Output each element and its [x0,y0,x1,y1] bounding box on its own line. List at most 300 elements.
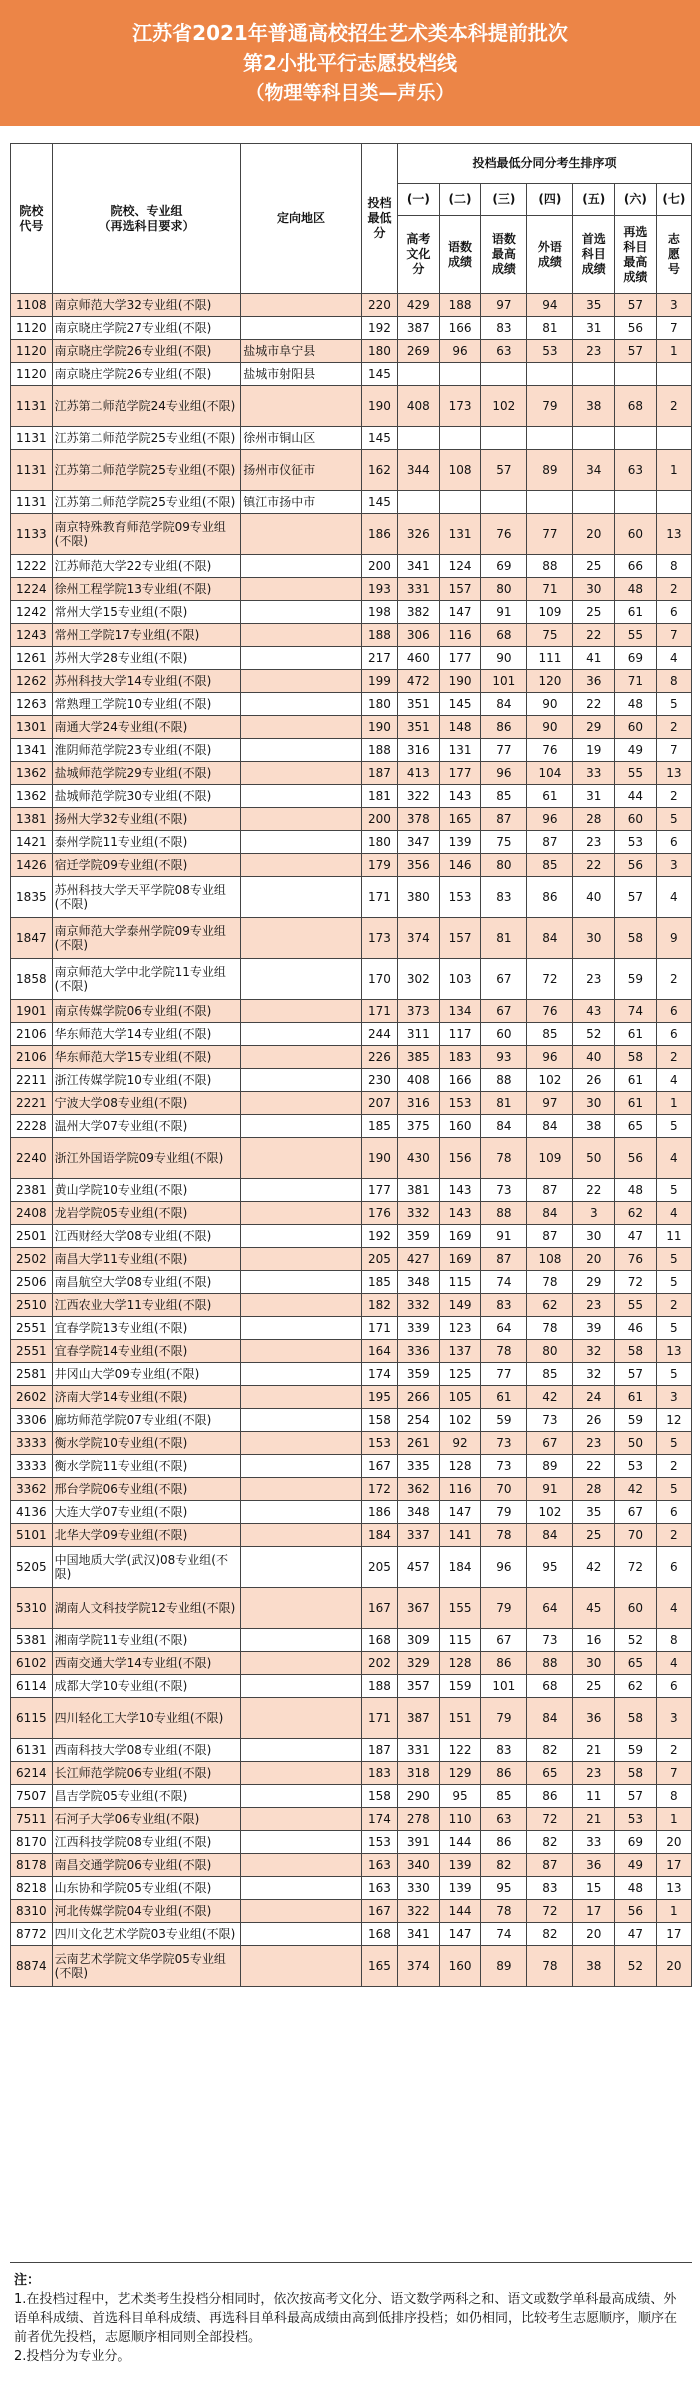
cell-rank-7: 1 [656,1808,691,1831]
cell-score: 162 [361,450,397,491]
cell-name: 常州工学院17专业组(不限) [52,624,241,647]
cell-score: 190 [361,386,397,427]
table-row [11,1588,692,1629]
rank-header: (五) [573,184,615,216]
cell-code: 3362 [11,1478,53,1501]
cell-code: 4136 [11,1501,53,1524]
cell-rank-6: 52 [615,1629,657,1652]
cell-score: 179 [361,854,397,877]
table-row [11,340,692,363]
cell-rank-2: 153 [439,877,481,918]
cell-rank-4: 94 [527,294,573,317]
cell-rank-1: 326 [398,514,440,555]
cell-score: 165 [361,1946,397,1987]
cell-rank-1: 357 [398,1675,440,1698]
cell-rank-4: 85 [527,1363,573,1386]
cell-name: 衡水学院10专业组(不限) [52,1432,241,1455]
cell-rank-5: 15 [573,1877,615,1900]
cell-rank-5: 38 [573,1115,615,1138]
cell-rank-3: 60 [481,1023,527,1046]
cell-score: 188 [361,624,397,647]
cell-score: 226 [361,1046,397,1069]
table-row [11,1808,692,1831]
table-row [11,427,692,450]
cell-rank-2: 105 [439,1386,481,1409]
cell-name: 华东师范大学15专业组(不限) [52,1046,241,1069]
cell-rank-5: 23 [573,831,615,854]
cell-rank-6: 52 [615,1946,657,1987]
cell-region [241,294,362,317]
cell-score: 190 [361,716,397,739]
cell-rank-5: 41 [573,647,615,670]
table-row [11,693,692,716]
table-row [11,555,692,578]
cell-rank-3: 78 [481,1138,527,1179]
cell-rank-2: 137 [439,1340,481,1363]
cell-rank-7: 5 [656,1179,691,1202]
cell-rank-1: 381 [398,1179,440,1202]
cell-rank-5: 42 [573,1547,615,1588]
cell-rank-5: 33 [573,762,615,785]
cell-rank-3: 96 [481,1547,527,1588]
cell-rank-3: 93 [481,1046,527,1069]
cell-code: 1362 [11,762,53,785]
cell-rank-1: 380 [398,877,440,918]
cell-score: 193 [361,578,397,601]
cell-region [241,762,362,785]
table-row [11,1946,692,1987]
cell-rank-1: 339 [398,1317,440,1340]
cell-rank-3: 79 [481,1698,527,1739]
cell-rank-3: 88 [481,1202,527,1225]
rank-header: (七) [656,184,691,216]
cell-rank-5: 22 [573,624,615,647]
table-row [11,1455,692,1478]
table-row [11,1000,692,1023]
cell-rank-1: 341 [398,555,440,578]
cell-rank-4: 88 [527,1652,573,1675]
cell-code: 2408 [11,1202,53,1225]
cell-rank-7: 12 [656,1409,691,1432]
cell-rank-3: 69 [481,555,527,578]
cell-rank-1: 429 [398,294,440,317]
cell-rank-5 [573,427,615,450]
cell-score: 171 [361,1698,397,1739]
cell-rank-4: 87 [527,1854,573,1877]
cell-code: 8772 [11,1923,53,1946]
cell-rank-7: 2 [656,578,691,601]
cell-region [241,1271,362,1294]
table-row [11,1501,692,1524]
cell-rank-4: 104 [527,762,573,785]
cell-code: 2551 [11,1340,53,1363]
cell-rank-2: 144 [439,1831,481,1854]
table-row [11,1432,692,1455]
cell-rank-7: 13 [656,1877,691,1900]
cell-rank-7: 4 [656,1652,691,1675]
cell-name: 苏州科技大学14专业组(不限) [52,670,241,693]
cell-rank-2: 144 [439,1900,481,1923]
cell-rank-7: 6 [656,1675,691,1698]
cell-name: 泰州学院11专业组(不限) [52,831,241,854]
cell-region [241,877,362,918]
cell-rank-6: 42 [615,1478,657,1501]
cell-rank-1: 457 [398,1547,440,1588]
cell-rank-7: 2 [656,1739,691,1762]
cell-code: 1426 [11,854,53,877]
table-row [11,624,692,647]
cell-rank-7: 7 [656,317,691,340]
cell-name: 黄山学院10专业组(不限) [52,1179,241,1202]
cell-rank-7: 5 [656,1271,691,1294]
cell-rank-3: 86 [481,1831,527,1854]
cell-code: 1108 [11,294,53,317]
cell-score: 153 [361,1432,397,1455]
cell-rank-1 [398,427,440,450]
cell-score: 199 [361,670,397,693]
cell-region: 扬州市仪征市 [241,450,362,491]
cell-rank-4: 76 [527,739,573,762]
cell-rank-1: 290 [398,1785,440,1808]
cell-rank-2: 157 [439,918,481,959]
cell-rank-2: 116 [439,624,481,647]
cell-region [241,386,362,427]
cell-rank-7: 5 [656,1478,691,1501]
cell-rank-2: 166 [439,317,481,340]
cell-rank-3: 81 [481,918,527,959]
cell-rank-3: 87 [481,1248,527,1271]
table-row [11,1785,692,1808]
cell-score: 207 [361,1092,397,1115]
cell-name: 华东师范大学14专业组(不限) [52,1023,241,1046]
cell-score: 188 [361,739,397,762]
cell-score: 185 [361,1271,397,1294]
cell-rank-7: 8 [656,1785,691,1808]
cell-rank-6: 60 [615,716,657,739]
cell-rank-2: 95 [439,1785,481,1808]
cell-rank-5: 36 [573,1698,615,1739]
cell-rank-7: 6 [656,1000,691,1023]
cell-rank-7: 1 [656,340,691,363]
cell-rank-5 [573,363,615,386]
cell-rank-7: 1 [656,450,691,491]
cell-rank-6: 48 [615,693,657,716]
cell-rank-6: 61 [615,1092,657,1115]
cell-rank-7: 20 [656,1946,691,1987]
cell-rank-5: 38 [573,1946,615,1987]
cell-region [241,1698,362,1739]
cell-rank-7: 9 [656,918,691,959]
cell-code: 1120 [11,317,53,340]
cell-rank-4: 64 [527,1588,573,1629]
cell-code: 1131 [11,427,53,450]
cell-score: 168 [361,1923,397,1946]
cell-name: 湖南人文科技学院12专业组(不限) [52,1588,241,1629]
cell-region [241,1115,362,1138]
cell-score: 167 [361,1588,397,1629]
cell-rank-5: 19 [573,739,615,762]
cell-rank-6: 65 [615,1115,657,1138]
cell-code: 1847 [11,918,53,959]
cell-rank-1: 460 [398,647,440,670]
cell-rank-3 [481,427,527,450]
cell-score: 202 [361,1652,397,1675]
cell-rank-6: 48 [615,578,657,601]
cell-rank-7: 6 [656,1501,691,1524]
cell-score: 158 [361,1409,397,1432]
cell-code: 1381 [11,808,53,831]
cell-rank-2: 131 [439,739,481,762]
cell-rank-6: 49 [615,1854,657,1877]
table-row [11,1698,692,1739]
title-banner [0,0,700,126]
col-header-group: 投档最低分同分考生排序项 [398,144,692,184]
cell-rank-4: 78 [527,1946,573,1987]
cell-region [241,1069,362,1092]
cell-rank-3: 57 [481,450,527,491]
table-row [11,1629,692,1652]
title-line-3: （物理等科目类—声乐） [245,82,455,104]
notes [10,2262,692,2383]
cell-rank-2: 159 [439,1675,481,1698]
cell-rank-2 [439,363,481,386]
cell-name: 江西财经大学08专业组(不限) [52,1225,241,1248]
cell-rank-7: 2 [656,785,691,808]
cell-rank-6: 58 [615,1340,657,1363]
cell-code: 1421 [11,831,53,854]
cell-rank-4: 77 [527,514,573,555]
cell-code: 1901 [11,1000,53,1023]
cell-rank-3: 76 [481,514,527,555]
cell-rank-1: 269 [398,340,440,363]
table-row [11,1524,692,1547]
cell-rank-2: 145 [439,693,481,716]
cell-region [241,693,362,716]
cell-name: 南京传媒学院06专业组(不限) [52,1000,241,1023]
cell-name: 大连大学07专业组(不限) [52,1501,241,1524]
cell-name: 宜春学院13专业组(不限) [52,1317,241,1340]
cell-rank-3: 80 [481,578,527,601]
cell-rank-6: 68 [615,386,657,427]
cell-rank-1: 374 [398,918,440,959]
col-header-score: 投档 最低 分 [361,144,397,294]
cell-rank-3: 102 [481,386,527,427]
table-row [11,959,692,1000]
cell-score: 195 [361,1386,397,1409]
cell-rank-4: 68 [527,1675,573,1698]
cell-rank-7: 2 [656,1524,691,1547]
cell-rank-3: 63 [481,1808,527,1831]
cell-score: 190 [361,1138,397,1179]
cell-region [241,1225,362,1248]
cell-rank-4: 82 [527,1739,573,1762]
cell-name: 江苏第二师范学院25专业组(不限) [52,491,241,514]
cell-rank-6: 57 [615,877,657,918]
cell-rank-4: 71 [527,578,573,601]
cell-rank-5: 31 [573,317,615,340]
table-row [11,514,692,555]
sub-header: 语数 成绩 [439,216,481,294]
cell-score: 153 [361,1831,397,1854]
sub-header: 首选 科目 成绩 [573,216,615,294]
cell-rank-5: 23 [573,1762,615,1785]
cell-rank-2: 128 [439,1652,481,1675]
cell-rank-1: 330 [398,1877,440,1900]
rank-header: (四) [527,184,573,216]
cell-code: 2106 [11,1023,53,1046]
cell-rank-4: 83 [527,1877,573,1900]
cell-rank-3: 101 [481,670,527,693]
cell-rank-3: 73 [481,1179,527,1202]
cell-rank-5: 25 [573,601,615,624]
cell-rank-2: 92 [439,1432,481,1455]
cell-rank-4: 73 [527,1409,573,1432]
cell-rank-3: 91 [481,1225,527,1248]
cell-region [241,1831,362,1854]
cell-score: 205 [361,1547,397,1588]
cell-rank-7: 7 [656,1762,691,1785]
cell-code: 2581 [11,1363,53,1386]
cell-rank-1: 337 [398,1524,440,1547]
cell-rank-2: 143 [439,1202,481,1225]
cell-rank-2: 169 [439,1225,481,1248]
cell-rank-6: 46 [615,1317,657,1340]
cell-region [241,1762,362,1785]
cell-code: 8310 [11,1900,53,1923]
cell-name: 浙江外国语学院09专业组(不限) [52,1138,241,1179]
cell-code: 1133 [11,514,53,555]
cell-region [241,1854,362,1877]
cell-rank-1: 332 [398,1202,440,1225]
cell-rank-6: 61 [615,601,657,624]
cell-rank-1: 427 [398,1248,440,1271]
cell-rank-5: 40 [573,877,615,918]
cell-region [241,1478,362,1501]
cell-region [241,1294,362,1317]
cell-name: 徐州工程学院13专业组(不限) [52,578,241,601]
cell-code: 1835 [11,877,53,918]
table-row [11,1317,692,1340]
cell-rank-1: 387 [398,317,440,340]
cell-rank-1: 356 [398,854,440,877]
cell-rank-4: 102 [527,1501,573,1524]
cell-rank-3: 83 [481,1294,527,1317]
cell-rank-1: 373 [398,1000,440,1023]
cell-region [241,1877,362,1900]
cell-rank-7 [656,363,691,386]
cell-region [241,918,362,959]
cell-region [241,1629,362,1652]
cell-rank-6: 56 [615,317,657,340]
cell-rank-1: 375 [398,1115,440,1138]
cell-rank-4: 95 [527,1547,573,1588]
cell-score: 145 [361,491,397,514]
cell-region [241,808,362,831]
cell-name: 江苏第二师范学院25专业组(不限) [52,427,241,450]
table-row [11,317,692,340]
cell-score: 183 [361,1762,397,1785]
cell-rank-4: 61 [527,785,573,808]
cell-name: 邢台学院06专业组(不限) [52,1478,241,1501]
cell-score: 230 [361,1069,397,1092]
cell-region [241,1432,362,1455]
table-row [11,785,692,808]
col-header-region: 定向地区 [241,144,362,294]
cell-rank-4: 84 [527,1524,573,1547]
cell-rank-6: 74 [615,1000,657,1023]
cell-rank-5: 30 [573,1652,615,1675]
cell-rank-5: 22 [573,1455,615,1478]
cell-region [241,317,362,340]
cell-rank-7: 1 [656,1900,691,1923]
cell-score: 205 [361,1248,397,1271]
cell-name: 成都大学10专业组(不限) [52,1675,241,1698]
table-row [11,1023,692,1046]
cell-rank-4 [527,491,573,514]
cell-name: 西南交通大学14专业组(不限) [52,1652,241,1675]
cell-score: 172 [361,1478,397,1501]
cell-rank-7: 5 [656,1363,691,1386]
cell-code: 2221 [11,1092,53,1115]
cell-rank-1: 261 [398,1432,440,1455]
cell-rank-5: 30 [573,1092,615,1115]
cell-rank-7: 3 [656,1698,691,1739]
rank-header: (一) [398,184,440,216]
table-row [11,1138,692,1179]
cell-rank-6: 44 [615,785,657,808]
cell-rank-5: 26 [573,1069,615,1092]
cell-rank-3: 86 [481,1652,527,1675]
cell-code: 1301 [11,716,53,739]
cell-rank-2: 125 [439,1363,481,1386]
cell-code: 1362 [11,785,53,808]
cell-code: 1131 [11,386,53,427]
cell-rank-3: 78 [481,1900,527,1923]
cell-score: 192 [361,317,397,340]
cell-rank-4: 97 [527,1092,573,1115]
col-header-code: 院校 代号 [11,144,53,294]
cell-score: 174 [361,1363,397,1386]
cell-code: 2240 [11,1138,53,1179]
cell-rank-3: 77 [481,739,527,762]
cell-rank-3: 68 [481,624,527,647]
cell-rank-3: 86 [481,1762,527,1785]
cell-region [241,1524,362,1547]
cell-name: 盐城师范学院30专业组(不限) [52,785,241,808]
cell-rank-6: 56 [615,854,657,877]
cell-rank-4: 84 [527,1202,573,1225]
cell-region [241,1202,362,1225]
cell-code: 8178 [11,1854,53,1877]
cell-rank-3: 83 [481,877,527,918]
cell-rank-6: 61 [615,1386,657,1409]
cell-rank-4: 111 [527,647,573,670]
cell-rank-6: 56 [615,1900,657,1923]
table-row [11,1363,692,1386]
cell-region [241,1588,362,1629]
cell-name: 衡水学院11专业组(不限) [52,1455,241,1478]
cell-region [241,555,362,578]
cell-name: 长江师范学院06专业组(不限) [52,1762,241,1785]
cell-rank-3: 63 [481,340,527,363]
cell-rank-7: 8 [656,1629,691,1652]
cell-rank-4: 120 [527,670,573,693]
cell-rank-2: 147 [439,601,481,624]
cell-code: 2502 [11,1248,53,1271]
table-row [11,1675,692,1698]
cell-rank-5: 38 [573,386,615,427]
cell-rank-4: 109 [527,601,573,624]
